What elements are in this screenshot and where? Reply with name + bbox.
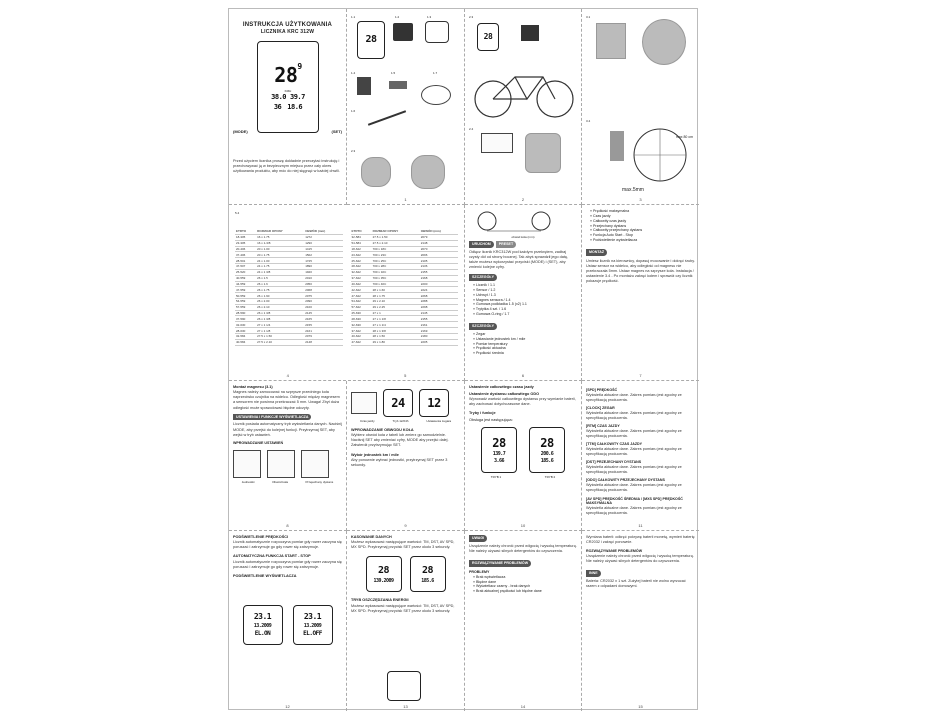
table-cell: 2100	[304, 304, 342, 310]
table-cell: 29 x 2.25	[372, 304, 420, 310]
label-1-6: 1.6	[351, 109, 356, 113]
part-pad	[389, 81, 407, 89]
table-cell: 700 x 28C	[372, 264, 420, 270]
list-item: » Licznik / 1.1	[473, 283, 495, 288]
manual-subtitle: LICZNIKA KRC 312W	[260, 29, 315, 36]
troubleshooting-heading: ROZWIĄZYWANIE PROBLEMÓW	[469, 560, 531, 567]
problem-list	[469, 575, 577, 594]
step-label-distance: Przejechany dystans	[305, 479, 334, 484]
table-cell: 28 x 1.75	[372, 293, 420, 299]
display-value-4: 36	[273, 102, 282, 111]
list-item: » Przejechany dystans	[590, 223, 627, 228]
clock-step-1	[351, 392, 377, 414]
table-cell: 700 x 25C	[372, 258, 420, 264]
function-heading: [TTM] CAŁKOWITY CZAS JAZDY	[586, 442, 643, 447]
display-value-2: 38.0	[271, 93, 286, 102]
backlight-panel	[229, 531, 347, 711]
label-1-7: 1.7	[433, 71, 438, 75]
page-number: 10	[520, 522, 526, 528]
label-1-4: 1.4	[351, 71, 356, 75]
part-zip-tie	[368, 110, 406, 126]
table-cell: 32-622	[351, 269, 372, 275]
table-cell: 20 x 1.75	[256, 252, 304, 258]
table-cell: 20 x 1.00	[256, 246, 304, 252]
page-number: 8	[286, 522, 289, 528]
other-text: Bateria: CR2032 x 1 szt. Zużytej baterii nie wolno wyrzucać razem z odpadami domowymi.	[586, 579, 686, 589]
table-cell: 26 x 2.00	[256, 298, 304, 304]
table-cell: 57-622	[351, 304, 372, 310]
magnet-text: Magnes należy zamocować na szprysze przedniego koła naprzeciwko czujnika na widelcu. Odległość między magnesem a sensorem nie powinna przekraczać 5 mm. Uwaga! Zbyt duża odległość może spowodować błędne odczyty.	[233, 390, 340, 410]
page-number: 6	[521, 372, 525, 378]
table-cell: 700 x 35C	[372, 275, 420, 281]
list-item: » Ustawianie jednostek km / mile	[473, 336, 526, 341]
table-section-label: 5.4	[235, 211, 240, 215]
part-sensor	[393, 23, 413, 41]
tire-tables	[235, 229, 458, 346]
table-cell: 26 x 1.75	[256, 287, 304, 293]
table-cell: 18-305	[235, 234, 256, 240]
details-heading-1: SZCZEGÓŁY	[469, 274, 497, 281]
mode2-display: 28 200.6 185.6	[529, 427, 565, 473]
function-list	[469, 332, 577, 356]
table-cell: 2079	[304, 333, 342, 339]
parts-panel	[347, 9, 465, 205]
page-number: 1	[404, 196, 407, 202]
list-item: » Gumowa podkładka 1.5 (x2) 1.1	[473, 302, 527, 307]
page-number: 9	[404, 522, 407, 528]
table-cell: 1415	[304, 246, 342, 252]
list-item: » Wyświetlacz czarny - brak danych	[473, 584, 531, 589]
table-cell: 26 x 1.5	[256, 275, 304, 281]
label-1-5: 1.5	[391, 71, 396, 75]
table-cell: 47-507	[235, 264, 256, 270]
set-button-label: (SET)	[331, 129, 342, 134]
label-1-1: 1.1	[351, 15, 356, 19]
mount-step-a	[361, 157, 391, 187]
list-item: » Prędkość aktualna	[473, 346, 506, 351]
total-time-heading: Ustawienie całkowitego czasu jazdy	[469, 385, 534, 389]
settings-steps	[233, 450, 342, 478]
table-cell: 2155	[304, 322, 342, 328]
table-cell: 28 x 1.60	[372, 287, 420, 293]
list-item: » Brak wyświetlacza	[473, 574, 506, 579]
label-3-1: 3.1	[586, 15, 591, 19]
table-cell: 700 x 32C	[372, 269, 420, 275]
function-text: Wyświetla aktualne dane. Zakres pomiaru jest zgodny ze specyfikacją producenta.	[586, 483, 682, 493]
table-cell: 32-630	[351, 322, 372, 328]
table-cell: 32-630	[235, 322, 256, 328]
table-cell: 32-584	[351, 234, 372, 240]
notes-text: Urządzenie należy chronić przed wilgocią i wysoką temperaturą. Nie należy używać silnych detergentów do czyszczenia.	[469, 543, 577, 553]
table-cell: 1920	[304, 269, 342, 275]
table-cell: 2298	[420, 304, 458, 310]
table-cell: 2155	[420, 269, 458, 275]
list-item: » Błędne dane	[473, 579, 497, 584]
table-cell: 2165	[304, 316, 342, 322]
spoke-magnet-illustration	[590, 121, 690, 191]
page-number: 5	[404, 372, 407, 378]
table-cell: 2169	[420, 328, 458, 334]
function-heading: [AV SPD] PRĘDKOŚĆ ŚREDNIA / [MXS SPD] PRĘDKOŚĆ MAKSYMALNA	[586, 496, 683, 506]
battery-text: Wymiana baterii: odkręć pokrywę baterii monetą, wymień baterię CR2032 i zakręć ponownie.	[586, 535, 695, 545]
battery-panel	[582, 531, 699, 711]
table-cell: 23-622	[351, 252, 372, 258]
sleep-display	[387, 671, 421, 701]
page-number: 14	[520, 703, 526, 709]
table-cell: 26 x 1 3/8	[256, 316, 304, 322]
clock-display-2: 12	[419, 389, 449, 417]
step-label-units: Jednostki	[241, 479, 255, 484]
table-cell: 2070	[420, 246, 458, 252]
table-cell: 47-622	[351, 339, 372, 345]
bike-mount-panel	[465, 9, 582, 205]
mounting-text: Umiesz licznik na kierownicy, dopasuj mocowanie i dokręć śruby. Ustaw sensor na widelcu, aby odległość od magnesu nie przekraczała 5mm. Ustaw magnes na szprysze koła. Instalacja / ustawienie 3.4 - Po montażu zakręć kołem i sprawdź czy licznik pokazuje prędkość.	[586, 258, 695, 284]
bicycle-illustration	[471, 61, 577, 121]
table-cell: 37-622	[351, 275, 372, 281]
table-cell: 24 x 1.00	[256, 258, 304, 264]
function-text: Wyświetla aktualne dane. Zakres pomiaru jest zgodny ze specyfikacją producenta.	[586, 506, 682, 516]
backlight-on-display: 23.1 13.2009 EL.ON	[243, 605, 283, 645]
table-cell: 25-622	[351, 258, 372, 264]
table-cell: 28-590	[235, 310, 256, 316]
computer-cradle	[481, 133, 513, 153]
modes-panel	[465, 381, 582, 531]
mode1-display: 28 139.7 3.66	[481, 427, 517, 473]
table-cell: 2079	[420, 234, 458, 240]
table-cell: 27 x 1 1/4	[372, 322, 420, 328]
solutions-heading: ROZWIĄZYWANIE PROBLEMÓW	[586, 549, 643, 554]
table-cell: 27.5 x 2.10	[256, 339, 304, 345]
part-mount	[425, 21, 449, 43]
features-panel	[582, 205, 699, 381]
speed-unit: KMH	[284, 89, 292, 94]
table-cell: 2145	[304, 310, 342, 316]
table-cell: 1890	[304, 264, 342, 270]
page-number: 15	[638, 703, 643, 709]
list-item: » Prędkość średnia	[473, 351, 504, 356]
table-cell: 2224	[420, 287, 458, 293]
table-cell: 50-559	[235, 293, 256, 299]
cover-device-display	[257, 41, 319, 133]
part-oring	[421, 85, 451, 105]
page-number: 11	[638, 522, 643, 528]
table-cell: 40-622	[351, 281, 372, 287]
table-cell: 2105	[420, 258, 458, 264]
page-number: 4	[286, 372, 289, 378]
table-cell: 2050	[304, 281, 342, 287]
table-cell: 40-622	[351, 333, 372, 339]
manual-sheet	[228, 8, 698, 710]
table-cell: 26 x 2.10	[256, 304, 304, 310]
function-text: Wyświetla aktualne dane. Zakres pomiaru jest zgodny ze specyfikacją producenta.	[586, 410, 682, 421]
table-cell: 2200	[420, 281, 458, 287]
table-cell: 54-584	[351, 240, 372, 246]
wheel-view	[642, 19, 686, 65]
table-cell: 2148	[304, 339, 342, 345]
function-text: Wyświetla aktualne dane. Zakres pomiaru jest zgodny ze specyfikacją producenta.	[586, 447, 682, 457]
odo-heading: Ustawienie dystansu całkowitego ODO	[469, 392, 540, 397]
table-cell: 29 x 2.10	[372, 298, 420, 304]
details-heading-2: SZCZEGÓŁY	[469, 323, 497, 330]
table-cell: 1725	[304, 258, 342, 264]
page-number: 12	[285, 703, 290, 709]
label-1-3: 1.3	[427, 15, 432, 19]
table-cell: 29 x 1.80	[372, 339, 420, 345]
mode2-label: TRYB 2	[544, 474, 556, 479]
preset-heading: PRESET	[496, 241, 516, 248]
table-cell: 18-622	[351, 246, 372, 252]
table-cell: 1290	[304, 240, 342, 246]
power-save-text: Możesz wykasować następujące wartości: TM, DST, AV SPD, MX SPD. Przytrzymaj przycisk SET przez około 3 sekundy.	[351, 603, 455, 613]
table-cell: 26 x 1 3/8	[256, 310, 304, 316]
tire-table-left: ETRTO ROZMIAR OPONY OBWÓD (mm) 18-305 16 x 1.75 1272 23-305 16 x 1-3/8 1290 20-406 20 x 1.00 1415 37-406 20 x 1.75 1502 28-501 24 x 1.00 1725 47-507 24 x 1.75 1890 25-520 24 x 1 3/8 1920 40-559 26 x 1.5 2010 44-559 26 x 1.6 2050 47-559 26 x 1.75 2068 50-559 26 x 1.90 2075 54-559 26 x 2.00 2090 57-559 26 x 2.10 2100 28-590 26 x 1 3/8 2145 37-590 26 x 1 3/8 2165 32-630 27 x 1 1/4 2155 28-630 27 x 1 1/8 2161 32-584 27.5 x 1.50 2079 40-584 27.5 x 2.10 2148	[235, 229, 343, 346]
tire-table-panel	[229, 205, 465, 381]
solutions-text: Urządzenie należy chronić przed wilgocią i wysoką temperaturą. Nie należy używać silnych detergentów do czyszczenia.	[586, 554, 694, 564]
table-cell: 40-584	[235, 339, 256, 345]
sensor-install-panel	[582, 9, 699, 205]
list-item: » Podświetlenie wyświetlacza	[590, 238, 638, 243]
step-label-wheel: Obwód koła	[272, 479, 288, 484]
page-number: 7	[639, 372, 642, 378]
table-cell: 2096	[420, 252, 458, 258]
table-cell: 28 x 1.50	[372, 333, 420, 339]
display-settings-text: Licznik posiada automatyczny tryb wyświetlania danych. Naciśnij MODE, aby przejść do kolejnej funkcji. Przytrzymaj SET, aby wejść w tryb ustawień.	[233, 422, 342, 437]
start-panel	[465, 205, 582, 381]
table-cell: 54-559	[235, 298, 256, 304]
function-text: Wyświetla aktualne dane. Zakres pomiaru jest zgodny ze specyfikacją producenta.	[586, 392, 682, 402]
mode1-label: TRYB 1	[490, 474, 502, 479]
list-item: » Prędkość maksymalna	[590, 209, 630, 213]
reset-heading: KASOWANIE DANYCH	[351, 535, 392, 539]
backlight-text: Licznik automatycznie rozpoczyna pomiar gdy rower zaczyna się poruszać i zatrzymuje go gdy rower się zatrzymuje.	[233, 540, 342, 550]
table-cell: 24 x 1.75	[256, 264, 304, 270]
start-text: Odłącz licznik KRC312W pod każdym przekrętem, zadbaj czysty dół od strony bocznej. Tak abyś sprawdził jego datę, także możesz wykorzystać przyciski (MODE) i (SET), aby zmienić kolejne cyfry.	[469, 249, 569, 270]
table-cell: 28-630	[235, 328, 256, 334]
gap-dimension: max 80 cm	[675, 135, 693, 139]
other-heading: INNE	[586, 570, 601, 577]
part-magnet	[357, 77, 371, 95]
table-cell: 27 x 1 1/8	[372, 316, 420, 322]
table-row	[351, 339, 459, 345]
table-cell: 700 x 18C	[372, 246, 420, 252]
function-text: Wyświetla aktualne dane. Zakres pomiaru jest zgodny ze specyfikacją producenta.	[586, 429, 682, 439]
table-cell: 16 x 1.75	[256, 234, 304, 240]
clock-display: 24	[383, 389, 413, 417]
fork-sensor	[596, 23, 626, 59]
function-heading: [RTM] CZAS JAZDY	[586, 424, 620, 429]
display-backlight-heading: PODŚWIETLENIE WYŚWIETLACZA	[233, 573, 297, 578]
table-cell: 700 x 40C	[372, 281, 420, 287]
table-cell: 2180	[420, 333, 458, 339]
wheel-measure-illustration	[469, 209, 579, 233]
mounting-heading: MONTAŻ	[586, 249, 607, 256]
list-item: » Funkcja Auto Start - Stop	[590, 233, 633, 238]
table-cell: 2288	[420, 298, 458, 304]
modes-heading: Tryby i funkcje	[469, 410, 496, 415]
table-cell: 54-622	[351, 298, 372, 304]
list-item: » Pomiar temperatury	[473, 341, 508, 346]
table-cell: 37-590	[235, 316, 256, 322]
table-cell: 37-622	[351, 328, 372, 334]
display-value-5: 18.6	[287, 102, 303, 111]
table-cell: 2161	[420, 322, 458, 328]
table-cell: 2090	[304, 298, 342, 304]
list-item: » Uchwyt / 1.3	[473, 292, 496, 297]
table-cell: 1272	[304, 234, 342, 240]
reset-display-1: 28 139.2009	[366, 556, 402, 592]
wheel-input-text: Wybierz obwód koła z tabeli lub zmierz go samodzielnie. Naciśnij SET aby zmieniać cyfry, MODE aby przejść dalej. Zatwierdź przytrzymując SET.	[351, 433, 449, 448]
sensor-dark	[521, 25, 539, 41]
mount-step-b	[411, 155, 445, 189]
table-cell: 27 x 1	[372, 310, 420, 316]
table-cell: 26 x 1.90	[256, 293, 304, 299]
table-cell: 28-501	[235, 258, 256, 264]
table-cell: 25-630	[351, 310, 372, 316]
list-item: » Czas jazdy	[590, 213, 611, 218]
table-cell: 16 x 1-3/8	[256, 240, 304, 246]
table-cell: 28-622	[351, 264, 372, 270]
table-cell: 42-622	[351, 287, 372, 293]
table-cell: 27.5 x 2.10	[372, 240, 420, 246]
function-descriptions	[586, 388, 695, 517]
wheel-input-heading: WPROWADZANIE OBWODU KOŁA	[351, 428, 414, 433]
notes-panel	[465, 531, 582, 711]
table-cell: 28-630	[351, 316, 372, 322]
backlight-off-display: 23.1 13.2009 EL.OFF	[293, 605, 333, 645]
function-heading: [CLOCK] ZEGAR	[586, 406, 615, 411]
list-item: » Całkowity przejechany dystans	[590, 228, 643, 233]
table-cell: 2068	[304, 287, 342, 293]
mount-detail	[525, 133, 561, 173]
list-item: » Magnes sensora / 1.4	[473, 297, 511, 302]
mounted-computer: 28	[477, 23, 499, 51]
max-distance: max.5mm	[622, 187, 644, 193]
table-cell: 2155	[420, 316, 458, 322]
table-cell: 2145	[420, 310, 458, 316]
input-settings-heading: WPROWADZANIE USTAWIEŃ	[233, 440, 284, 445]
table-cell: 2161	[304, 328, 342, 334]
problems-heading: PROBLEMY	[469, 569, 490, 574]
table-cell: 20-406	[235, 246, 256, 252]
table-cell: 2168	[420, 275, 458, 281]
table-cell: 47-622	[351, 293, 372, 299]
function-text: Wyświetla aktualne dane. Zakres pomiaru jest zgodny ze specyfikacją producenta.	[586, 465, 682, 475]
label-1-2: 1.2	[395, 15, 400, 19]
feature-list	[586, 209, 695, 243]
manual-title: INSTRUKCJA UŻYTKOWANIA	[242, 22, 333, 28]
page-number: 3	[639, 196, 642, 202]
wheel-caption: obwód koła (mm)	[511, 234, 535, 239]
table-cell: 24 x 1 3/8	[256, 269, 304, 275]
speed-decimal: 9	[297, 62, 302, 72]
label-2-4: 2.4	[469, 127, 474, 131]
list-item: » Gumowa O-ring / 1.7	[473, 312, 510, 317]
function-heading: [DST] PRZEJECHANY DYSTANS	[586, 460, 642, 465]
table-cell: 2268	[420, 293, 458, 299]
table-cell: 32-584	[235, 333, 256, 339]
start-heading: URUCHOM	[469, 241, 494, 248]
magnet-heading: Montaż magnesu (3.1)	[233, 385, 273, 389]
part-computer: 28	[357, 21, 385, 59]
list-item: » Całkowity czas jazdy	[590, 218, 627, 223]
list-item: » Zegar	[473, 331, 486, 336]
table-cell: 700 x 23C	[372, 252, 420, 258]
table-cell: 40-559	[235, 275, 256, 281]
page-number: 2	[521, 196, 525, 202]
units-heading: Wybór jednostek km / mile	[351, 452, 399, 457]
clock-settings-label: Ustawienia zegara	[426, 419, 452, 423]
reset-display-2: 28 185.6	[410, 556, 446, 592]
settings-panel	[229, 381, 347, 531]
units-text: Aby ponownie wybrać jednostki, przytrzymaj SET przez 3 sekundy.	[351, 457, 448, 467]
table-cell: 44-559	[235, 281, 256, 287]
reset-text: Możesz wykasować następujące wartości: TM, DST, AV SPD, MX SPD. Przytrzymaj przycisk SET przez około 3 sekundy.	[351, 540, 455, 550]
label-2-3b: 2.3	[469, 15, 474, 19]
mode-12-24-label: Tryb 12/24h	[392, 419, 409, 423]
table-cell: 2148	[420, 240, 458, 246]
ride-time-label: Czas jazdy	[359, 419, 375, 423]
tire-table-right: ETRTO ROZMIAR OPONY OBWÓD (mm) 32-584 27.5 x 1.50 2079 54-584 27.5 x 2.10 2148 18-622 700 x 18C 2070 23-622 700 x 23C 2096 25-622 700 x 25C 2105 28-622 700 x 28C 2136 32-622 700 x 32C 2155 37-622 700 x 35C 2168 40-622 700 x 40C 2200 42-622 28 x 1.60 2224 47-622 28 x 1.75 2268 54-622 29 x 2.10 2288 57-622 29 x 2.25 2298 25-630 27 x 1 2145 28-630 27 x 1 1/8 2155 32-630 27 x 1 1/4 2161 37-622 28 x 1 3/8 2169 40-622 28 x 1.50 2180 47-622 29 x 1.80 2205	[351, 229, 459, 346]
odo-text: Wprowadź wartość całkowitego dystansu przy wymianie baterii, aby zachować dotychczasowe dane.	[469, 397, 576, 407]
intro-text: Przed użyciem licznika proszę dokładnie przeczytać instrukcję i przechowywać ją w bezpiecznym miejscu przez cały okres użytkowania produktu, aby móc do niej sięgnąć w każdej chwili.	[233, 159, 340, 174]
table-cell: 47-559	[235, 287, 256, 293]
list-item: » Brak aktualnej prędkości lub błędne dane	[473, 589, 542, 594]
table-cell: 2136	[420, 264, 458, 270]
table-cell: 2010	[304, 275, 342, 281]
label-3-4: 3.4	[586, 119, 591, 123]
function-heading: [ODO] CAŁKOWITY PRZEJECHANY DYSTANS	[586, 478, 665, 483]
table-cell: 2075	[304, 293, 342, 299]
power-save-heading: TRYB OSZCZĘDZANIA ENERGII	[351, 598, 409, 603]
table-cell: 37-406	[235, 252, 256, 258]
label-2-3: 2.3	[351, 149, 356, 153]
table-cell: 57-559	[235, 304, 256, 310]
display-value-3: 39.7	[290, 93, 305, 102]
parts-list	[469, 283, 577, 317]
table-cell: 23-305	[235, 240, 256, 246]
operation-heading: Obsługa jest następująca:	[469, 417, 513, 422]
list-item: » Sensor / 1.2	[473, 287, 496, 292]
speed-backlight-heading: PODŚWIETLENIE PRĘDKOŚCI	[233, 535, 289, 539]
function-heading: [SPD] PRĘDKOŚĆ	[586, 388, 618, 392]
mode-button-label: (MODE)	[233, 129, 248, 134]
reset-panel	[347, 531, 465, 711]
list-item: » Trytytka 4 szt. / 1.6	[473, 307, 507, 312]
clock-panel	[347, 381, 465, 531]
table-row	[235, 339, 343, 345]
cover-panel	[229, 9, 347, 205]
table-cell: 27.5 x 1.50	[256, 333, 304, 339]
table-cell: 26 x 1.6	[256, 281, 304, 287]
table-cell: 28 x 1 3/8	[372, 328, 420, 334]
table-cell: 27.5 x 1.50	[372, 234, 420, 240]
display-settings-heading: USTAWIENIA I FUNKCJE WYŚWIETLACZA	[233, 414, 311, 421]
table-cell: 1502	[304, 252, 342, 258]
auto-start-text: Licznik automatycznie rozpoczyna pomiar gdy rower zaczyna się poruszać i zatrzymuje go gdy rower się zatrzymuje.	[233, 559, 342, 569]
functions-panel	[582, 381, 699, 531]
auto-start-heading: AUTOMATYCZNA FUNKCJA START - STOP	[233, 554, 311, 559]
table-cell: 27 x 1 1/4	[256, 322, 304, 328]
speed-digits: 28	[274, 63, 298, 88]
page-number: 13	[403, 703, 408, 709]
notes-heading: UWAGI	[469, 535, 487, 542]
table-cell: 27 x 1 1/8	[256, 328, 304, 334]
table-cell: 25-520	[235, 269, 256, 275]
table-cell: 2205	[420, 339, 458, 345]
